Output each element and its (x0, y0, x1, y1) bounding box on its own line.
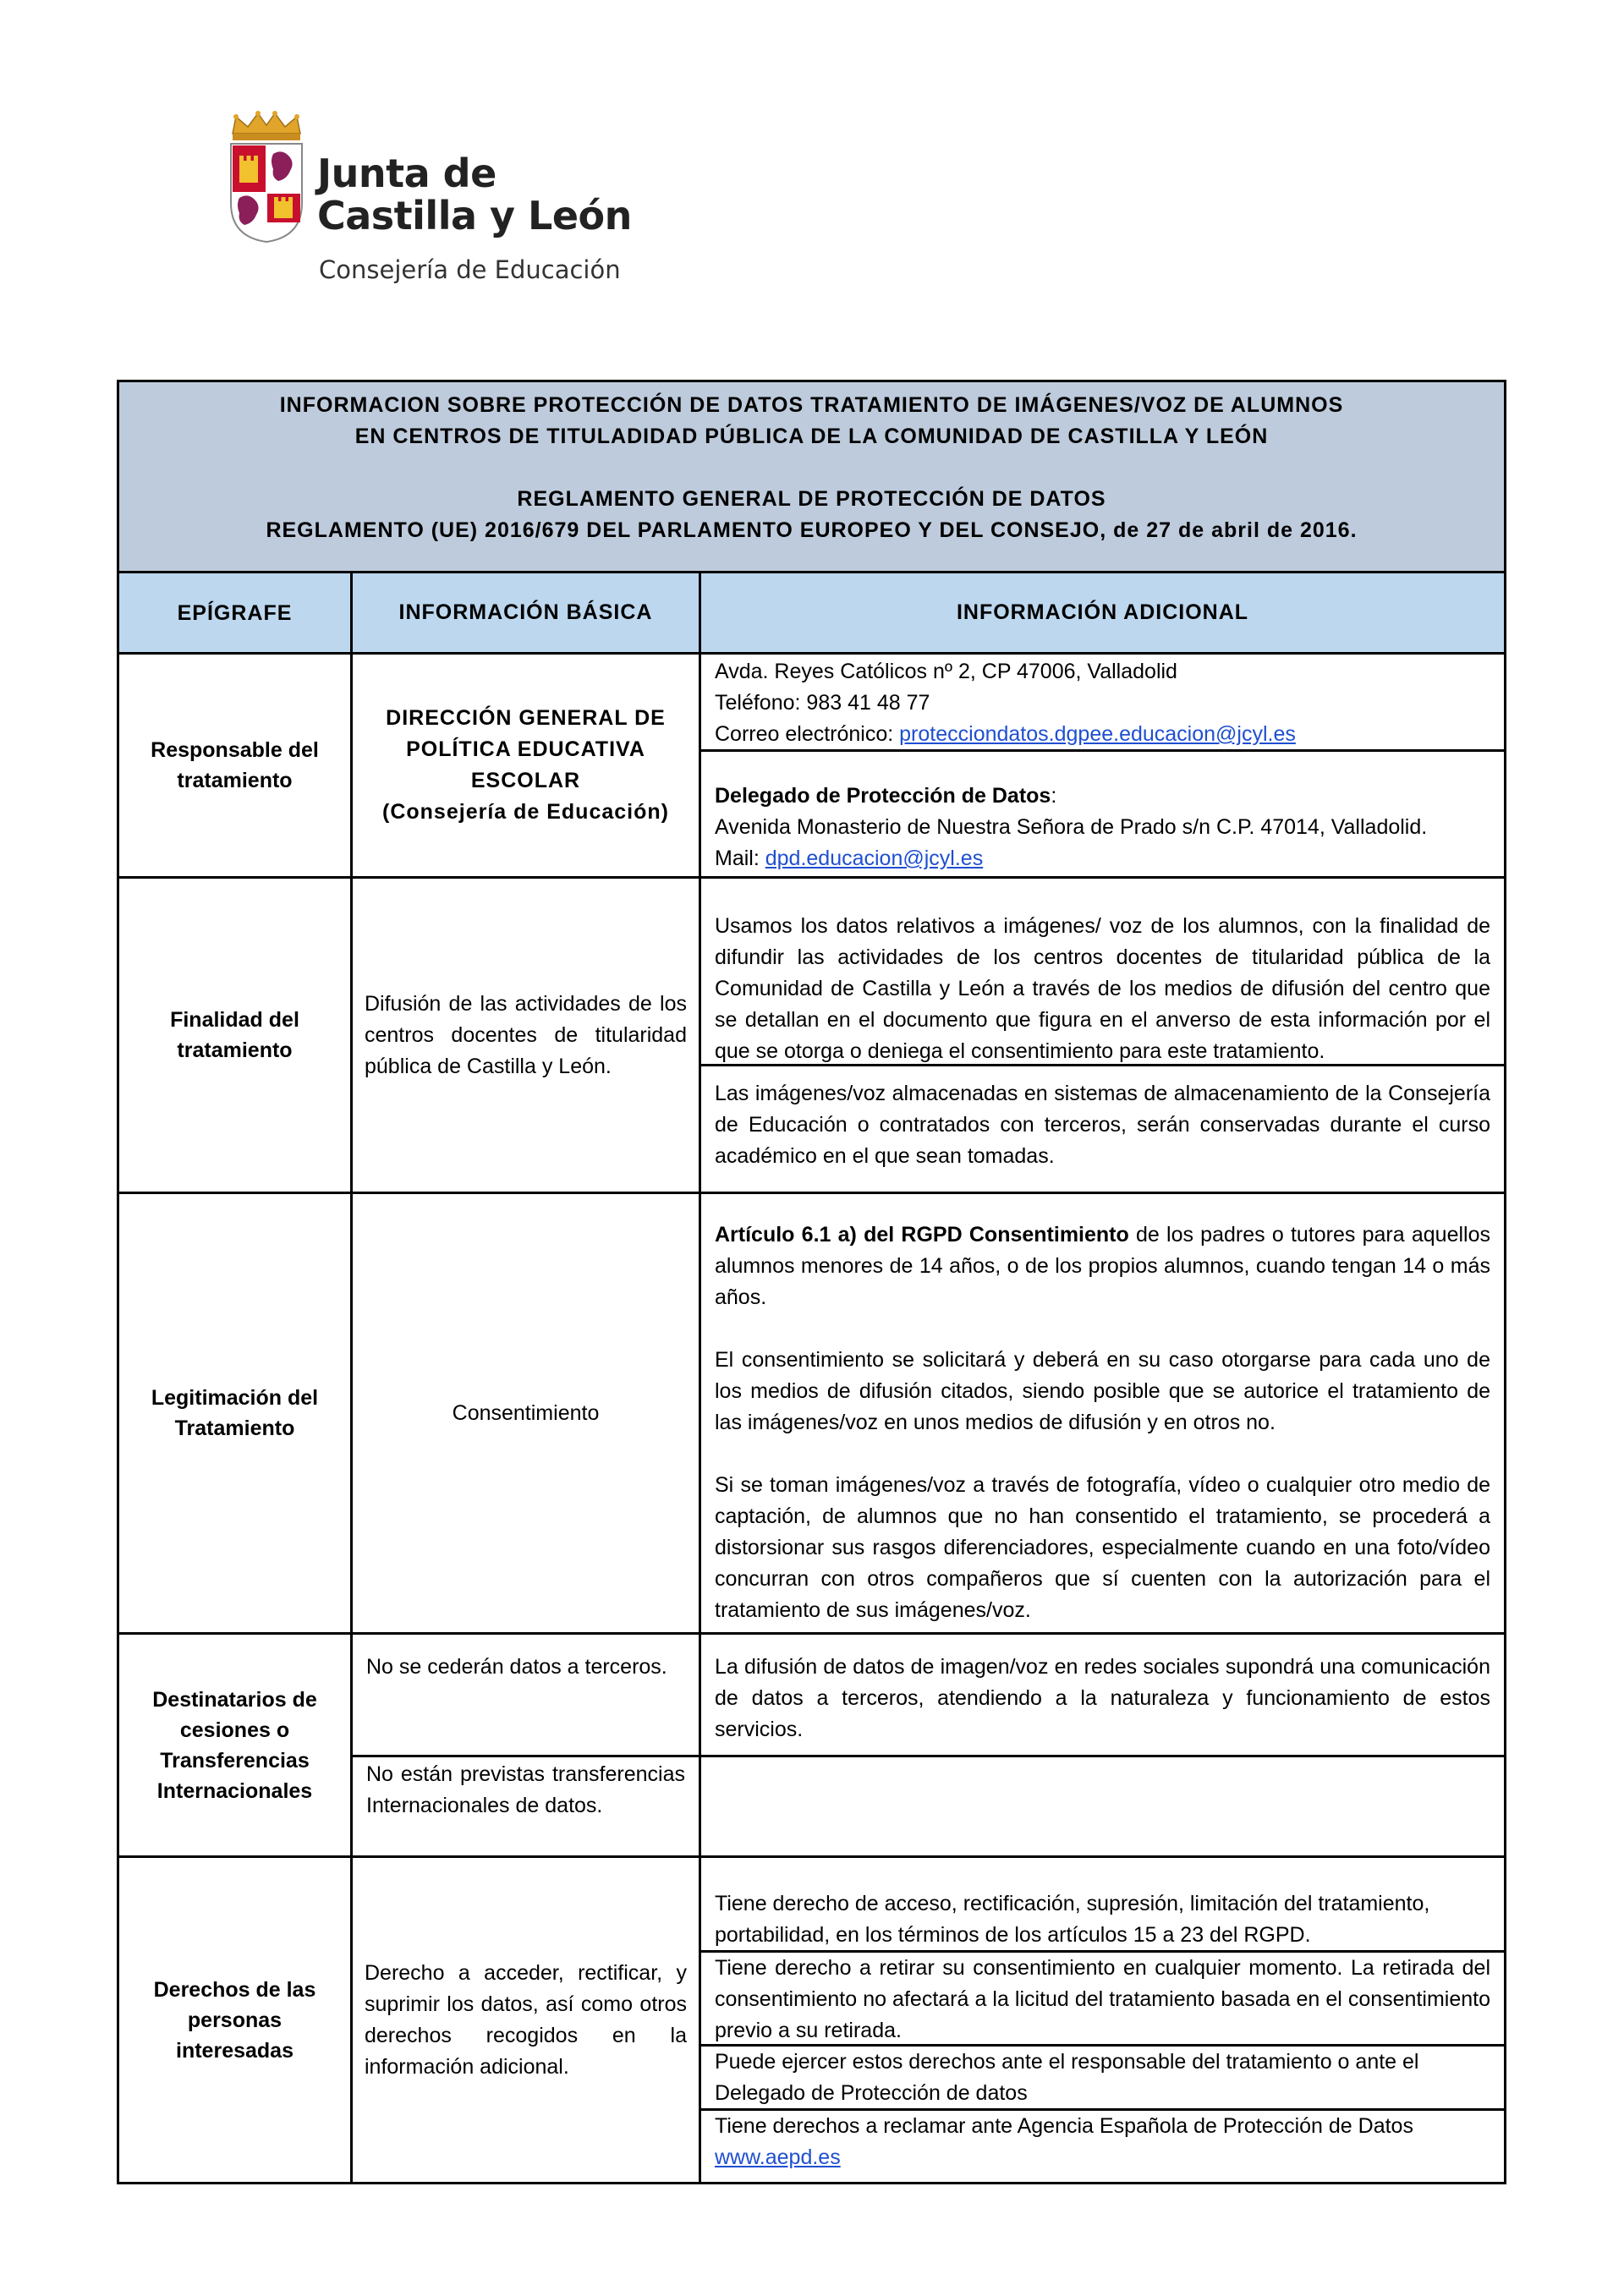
header-line3: REGLAMENTO GENERAL DE PROTECCIÓN DE DATOS (517, 487, 1106, 511)
label-derechos: Derechos de las personas interesadas (119, 1858, 353, 2182)
derechos-reclamar (701, 2111, 1504, 2182)
basic-derechos (353, 1858, 701, 2182)
additional-legitimacion (701, 1194, 1504, 1632)
column-epigrafe: EPÍGRAFE (119, 573, 353, 652)
dpd-contact (701, 752, 1504, 876)
dpd-mail-label: Mail: (715, 847, 765, 870)
derechos-reclamar-text: Tiene derechos a reclamar ante Agencia Española de Protección de Datos (715, 2114, 1413, 2138)
responsable-email-label: Correo electrónico: (715, 722, 900, 746)
derechos-acceso: Tiene derecho de acceso, rectificación, supresión, limitación del tratamiento, portabilidad, en los términos de los artículos 15 a 23 del RGPD. (701, 1858, 1504, 1953)
logo-title (317, 152, 632, 237)
label-finalidad: Finalidad del tratamiento (119, 879, 353, 1192)
header-line4: REGLAMENTO (UE) 2016/679 DEL PARLAMENTO EUROPEO Y DEL CONSEJO, de 27 de abril de 2016. (266, 518, 1358, 542)
destinatarios-empty (701, 1757, 1504, 1855)
column-adicional: INFORMACIÓN ADICIONAL (956, 600, 1249, 624)
responsable-department: (Consejería de Educación) (382, 800, 669, 824)
derechos-retirar: Tiene derecho a retirar su consentimiento en cualquier momento. La retirada del consentimiento no afectará a la licitud del tratamiento basada en el consentimiento previo a su retirada. (701, 1953, 1504, 2047)
derechos-ejercer: Puede ejercer estos derechos ante el responsable del tratamiento o ante el Delegado de Protección de datos (701, 2047, 1504, 2111)
table-header (119, 382, 1504, 573)
logo-title-line2: Castilla y León (317, 193, 632, 238)
legitimacion-article-bold: Artículo 6.1 a) del RGPD Consentimiento (715, 1223, 1129, 1247)
table-row-derechos (119, 1858, 1504, 2182)
legitimacion-article (715, 1219, 1490, 1313)
basic-derechos-text: Derecho a acceder, rectificar, y suprimir los datos, así como otros derechos recogidos en la información adicional. (365, 1960, 687, 2079)
dpd-mail-link[interactable]: dpd.educacion@jcyl.es (765, 847, 984, 870)
legitimacion-article-rest: de los padres o tutores para aquellos alumnos menores de 14 años, o de los propios alumnos, cuando tengan 14 o más años. (715, 1223, 1490, 1309)
finalidad-purpose: Usamos los datos relativos a imágenes/ voz de los alumnos, con la finalidad de difundir las actividades de los centros docentes de titularidad pública de la Comunidad de Castilla y León a través de los medios de difusión del centro que se detallan en el documento que figura en el anverso de esta información por el que se otorga o deniega el consentimiento para este tratamiento. (701, 879, 1504, 1066)
logo-subtitle: Consejería de Educación (319, 255, 621, 284)
additional-destinatarios (701, 1635, 1504, 1855)
additional-derechos (701, 1858, 1504, 2182)
dpd-address: Avenida Monasterio de Nuestra Señora de Prado s/n C.P. 47014, Valladolid. (715, 815, 1428, 839)
dpd-colon: : (1051, 784, 1057, 808)
legitimacion-distortion: Si se toman imágenes/voz a través de fotografía, vídeo o cualquier otro medio de captación, de alumnos que no han consentido el tratamiento, se procederá a distorsionar sus rasgos diferenciadores, especialmente cuando en una foto/vídeo concurran con otros compañeros que sí cuenten con la autorización para el tratamiento de sus imágenes/voz. (715, 1473, 1490, 1622)
table-row-finalidad (119, 879, 1504, 1194)
basic-finalidad (353, 879, 701, 1192)
label-legitimacion: Legitimación del Tratamiento (119, 1194, 353, 1632)
finalidad-retention: Las imágenes/voz almacenadas en sistemas de almacenamiento de la Consejería de Educación o contratados con terceros, serán conservadas durante el curso académico en el que sean tomadas. (715, 1082, 1490, 1168)
table-row-responsable (119, 655, 1504, 879)
responsable-phone: Teléfono: 983 41 48 77 (715, 691, 930, 715)
coat-of-arms-icon (224, 110, 309, 245)
responsable-email-link[interactable]: protecciondatos.dgpee.educacion@jcyl.es (899, 722, 1296, 746)
destinatarios-redes: La difusión de datos de imagen/voz en redes sociales supondrá una comunicación de datos a terceros, atendiendo a la naturaleza y funcionamiento de estos servicios. (701, 1635, 1504, 1757)
logo-title-line1: Junta de (317, 151, 497, 196)
additional-responsable (701, 655, 1504, 876)
label-responsable: Responsable del tratamiento (119, 655, 353, 876)
header-line1: INFORMACION SOBRE PROTECCIÓN DE DATOS TRATAMIENTO DE IMÁGENES/VOZ DE ALUMNOS (279, 393, 1344, 417)
junta-logo (224, 110, 664, 296)
responsable-entity: DIRECCIÓN GENERAL DE POLÍTICA EDUCATIVA ESCOLAR (386, 706, 666, 792)
basic-destinatarios (353, 1635, 701, 1855)
data-protection-table (117, 380, 1506, 2184)
table-row-destinatarios (119, 1635, 1504, 1858)
label-destinatarios: Destinatarios de cesiones o Transferencias Internacionales (119, 1635, 353, 1855)
destinatarios-cesiones: No se cederán datos a terceros. (353, 1635, 699, 1757)
responsable-contact (701, 655, 1504, 752)
additional-finalidad (701, 879, 1504, 1192)
header-line2: EN CENTROS DE TITULADIDAD PÚBLICA DE LA COMUNIDAD DE CASTILLA Y LEÓN (354, 425, 1269, 448)
basic-responsable (353, 655, 701, 876)
basic-finalidad-text: Difusión de las actividades de los centros docentes de titularidad pública de Castilla y León. (365, 991, 687, 1078)
responsable-address: Avda. Reyes Católicos nº 2, CP 47006, Valladolid (715, 660, 1177, 683)
table-row-legitimacion (119, 1194, 1504, 1635)
column-header-row (119, 573, 1504, 655)
legitimacion-consent: El consentimiento se solicitará y deberá en su caso otorgarse para cada uno de los medios de difusión citados, siendo posible que se autorice el tratamiento de las imágenes/voz en unos medios de difusión y en otros no. (715, 1348, 1490, 1434)
column-basica: INFORMACIÓN BÁSICA (353, 573, 701, 652)
dpd-title: Delegado de Protección de Datos (715, 784, 1051, 808)
aepd-link[interactable]: www.aepd.es (715, 2145, 841, 2169)
basic-legitimacion: Consentimiento (353, 1194, 701, 1632)
destinatarios-transferencias: No están previstas transferencias Internacionales de datos. (366, 1762, 685, 1817)
